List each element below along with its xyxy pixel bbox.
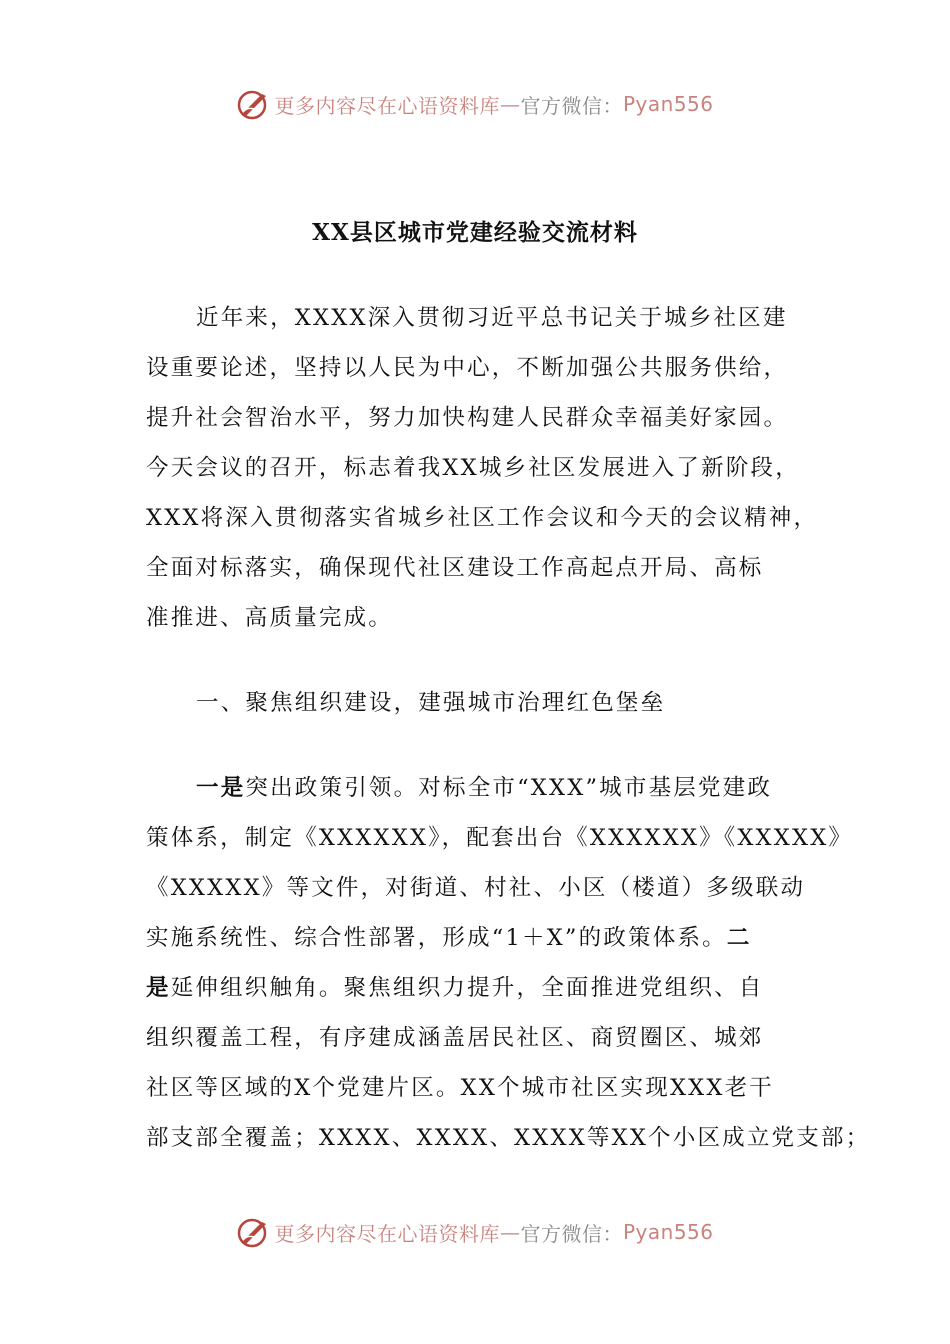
watermark-dash: — [499, 92, 521, 116]
section-heading-1 [146, 678, 820, 728]
paragraph-line: 《XXXXX》等文件，对街道、村社、小区（楼道）多级联动 [146, 875, 806, 901]
paragraph-line: 准推进、高质量完成。 [146, 605, 394, 631]
paragraph-line: 今天会议的召开，标志着我XX城乡社区发展进入了新阶段， [146, 455, 800, 481]
document-title: XX县区城市党建经验交流材料 [312, 219, 638, 246]
watermark-dash: — [499, 1220, 521, 1244]
paragraph-intro [146, 293, 820, 643]
bold-lead-1: 一是 [196, 775, 246, 801]
watermark-sub-text: 官方微信： [520, 93, 623, 118]
watermark-header [0, 84, 950, 124]
paragraph-line: 社区等区域的X个党建片区。XX个城市社区实现XXX老干 [146, 1075, 775, 1101]
paragraph-line: XXX将深入贯彻落实省城乡社区工作会议和今天的会议精神， [146, 505, 819, 531]
section-heading-text: 一、聚焦组织建设，建强城市治理红色堡垒 [196, 690, 666, 716]
paragraph-line: 近年来，XXXX深入贯彻习近平总书记关于城乡社区建 [196, 305, 788, 331]
paragraph-line: 部支部全覆盖；XXXX、XXXX、XXXX等XX个小区成立党支部； [146, 1125, 871, 1151]
paragraph-line: 提升社会智治水平，努力加快构建人民群众幸福美好家园。 [146, 405, 789, 431]
bold-lead-2b: 是 [146, 975, 171, 1001]
watermark-sub-text: 官方微信： [520, 1221, 623, 1246]
bold-lead-2a: 二 [726, 925, 752, 951]
watermark-wechat-id: Pyan556 [622, 1220, 714, 1244]
paragraph-line: 全面对标落实，确保现代社区建设工作高起点开局、高标 [146, 555, 764, 581]
watermark-main-text: 更多内容尽在心语资料库 [274, 93, 500, 118]
pen-circle-logo-icon [236, 1215, 270, 1249]
paragraph-line: 是延伸组织触角。聚焦组织力提升，全面推进党组织、自 [146, 975, 764, 1001]
paragraph-line: 实施系统性、综合性部署，形成“1＋X”的政策体系。二 [146, 925, 752, 951]
watermark-main-text: 更多内容尽在心语资料库 [274, 1221, 500, 1246]
paragraph-line: 组织覆盖工程，有序建成涵盖居民社区、商贸圈区、城郊 [146, 1025, 764, 1051]
paragraph-line: 一是突出政策引领。对标全市“XXX”城市基层党建政 [196, 775, 773, 801]
watermark-footer [0, 1212, 950, 1252]
paragraph-line: 设重要论述，坚持以人民为中心，不断加强公共服务供给， [146, 355, 789, 381]
paragraph-line: 策体系，制定《XXXXXX》，配套出台《XXXXXX》《XXXXX》 [146, 825, 854, 851]
watermark-wechat-id: Pyan556 [622, 92, 714, 116]
paragraph-section-1 [146, 763, 871, 1163]
pen-circle-logo-icon [236, 87, 270, 121]
